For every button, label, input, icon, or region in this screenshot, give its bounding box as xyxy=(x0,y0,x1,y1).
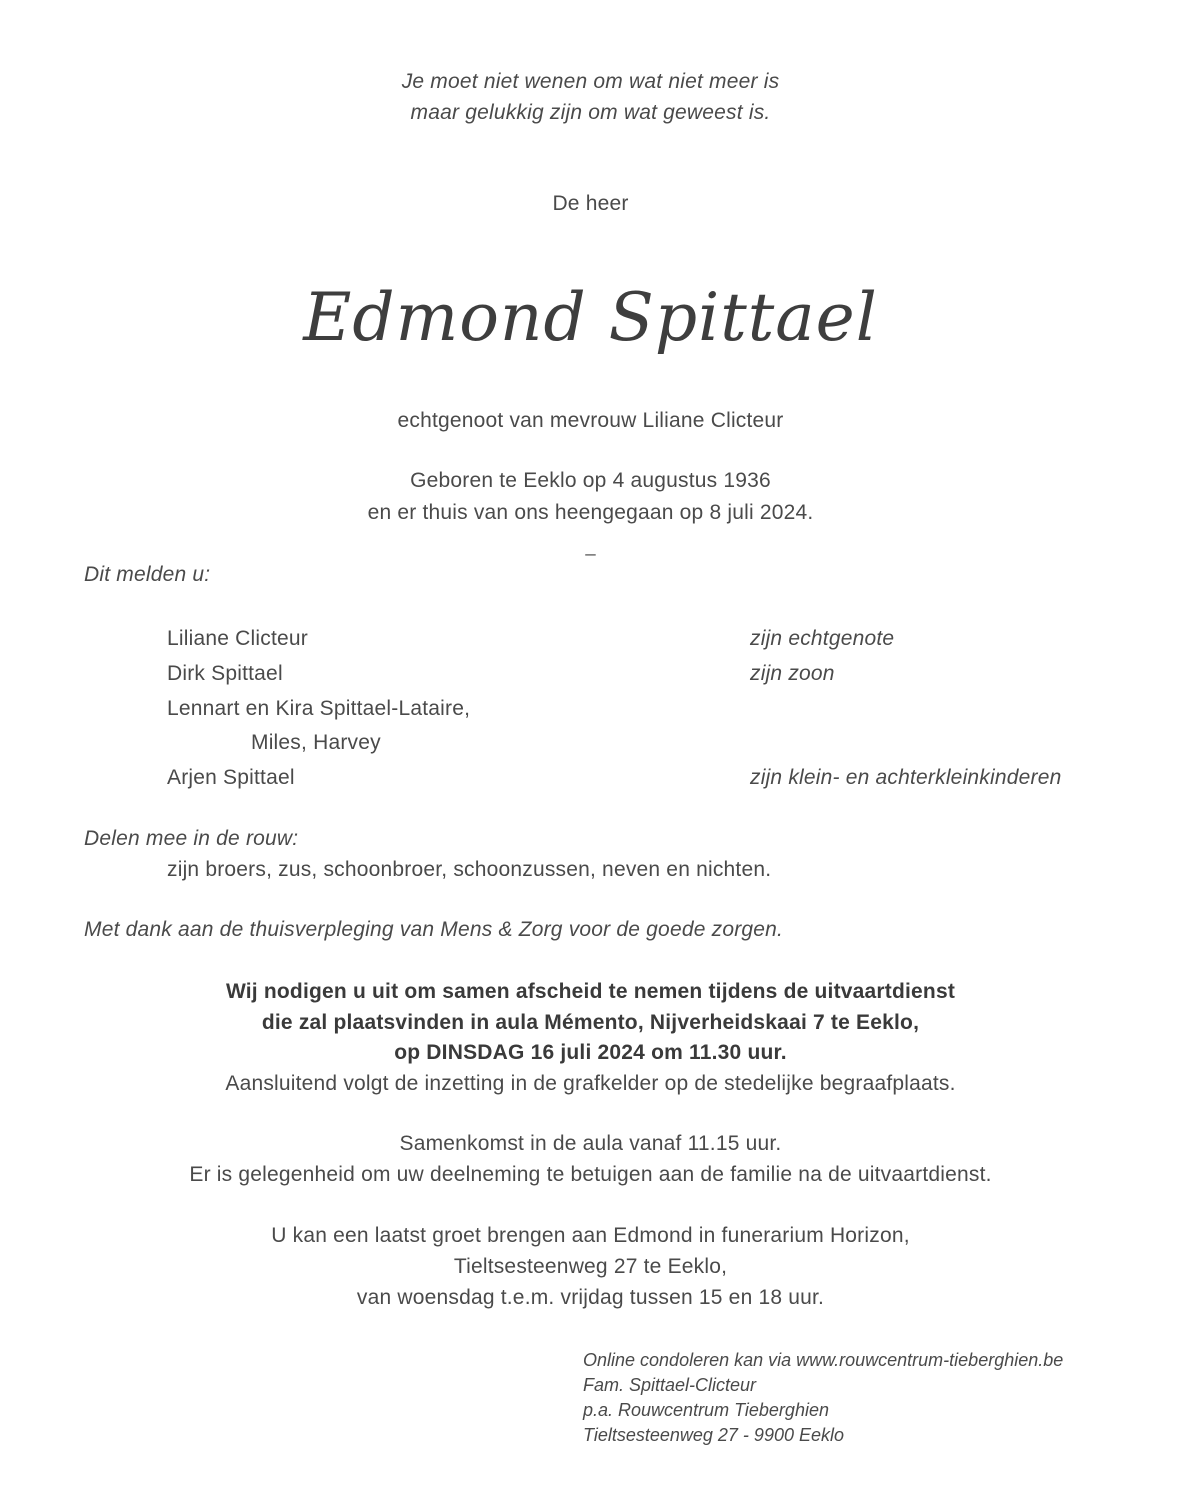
family-name-5: Arjen Spittael xyxy=(167,766,295,789)
mourning-heading: Delen mee in de rouw: xyxy=(84,827,299,850)
spouse-line: echtgenoot van mevrouw Liliane Clicteur xyxy=(397,409,784,432)
quote-line-1: Je moet niet wenen om wat niet meer is xyxy=(401,70,780,93)
family-name-4: Miles, Harvey xyxy=(251,731,381,754)
invitation-line-2: die zal plaatsvinden in aula Mémento, Nijverheidskaai 7 te Eeklo, xyxy=(261,1011,920,1034)
footer-family: Fam. Spittael-Clicteur xyxy=(583,1375,757,1395)
family-relation-2: zijn zoon xyxy=(750,662,835,685)
family-relation-5: zijn klein- en achterkleinkinderen xyxy=(750,766,1062,789)
visitation-line-1: U kan een laatst groet brengen aan Edmond in funerarium Horizon, xyxy=(271,1224,910,1247)
salutation: De heer xyxy=(552,192,629,215)
visitation-line-3: van woensdag t.e.m. vrijdag tussen 15 en 18 uur. xyxy=(356,1286,825,1309)
birth-line-2: en er thuis van ons heengegaan op 8 juli 2024. xyxy=(367,501,814,524)
family-name-1: Liliane Clicteur xyxy=(167,627,308,650)
gathering-line-1: Samenkomst in de aula vanaf 11.15 uur. xyxy=(399,1132,782,1155)
visitation-line-2: Tieltsesteenweg 27 te Eeklo, xyxy=(453,1255,728,1278)
footer-condolence-link[interactable]: Online condoleren kan via www.rouwcentrum-tieberghien.be xyxy=(583,1350,1064,1370)
mourning-text: zijn broers, zus, schoonbroer, schoonzussen, neven en nichten. xyxy=(167,858,772,881)
divider: _ xyxy=(585,536,596,556)
announcers-heading: Dit melden u: xyxy=(84,563,211,586)
footer-funeral-home: p.a. Rouwcentrum Tieberghien xyxy=(583,1400,829,1420)
footer-address: Tieltsesteenweg 27 - 9900 Eeklo xyxy=(583,1425,844,1445)
deceased-name: Edmond Spittael xyxy=(303,279,878,356)
family-name-3: Lennart en Kira Spittael-Lataire, xyxy=(167,697,471,720)
invitation-line-3: op DINSDAG 16 juli 2024 om 11.30 uur. xyxy=(394,1041,787,1064)
birth-line-1: Geboren te Eeklo op 4 augustus 1936 xyxy=(410,469,771,492)
family-relation-1: zijn echtgenote xyxy=(750,627,895,650)
gathering-line-2: Er is gelegenheid om uw deelneming te betuigen aan de familie na de uitvaartdienst. xyxy=(189,1163,992,1186)
family-name-2: Dirk Spittael xyxy=(167,662,283,685)
thanks-line: Met dank aan de thuisverpleging van Mens & Zorg voor de goede zorgen. xyxy=(84,918,784,941)
invitation-line-1: Wij nodigen u uit om samen afscheid te nemen tijdens de uitvaartdienst xyxy=(225,980,956,1003)
invitation-line-4: Aansluitend volgt de inzetting in de grafkelder op de stedelijke begraafplaats. xyxy=(225,1072,956,1095)
quote-line-2: maar gelukkig zijn om wat geweest is. xyxy=(410,101,771,124)
